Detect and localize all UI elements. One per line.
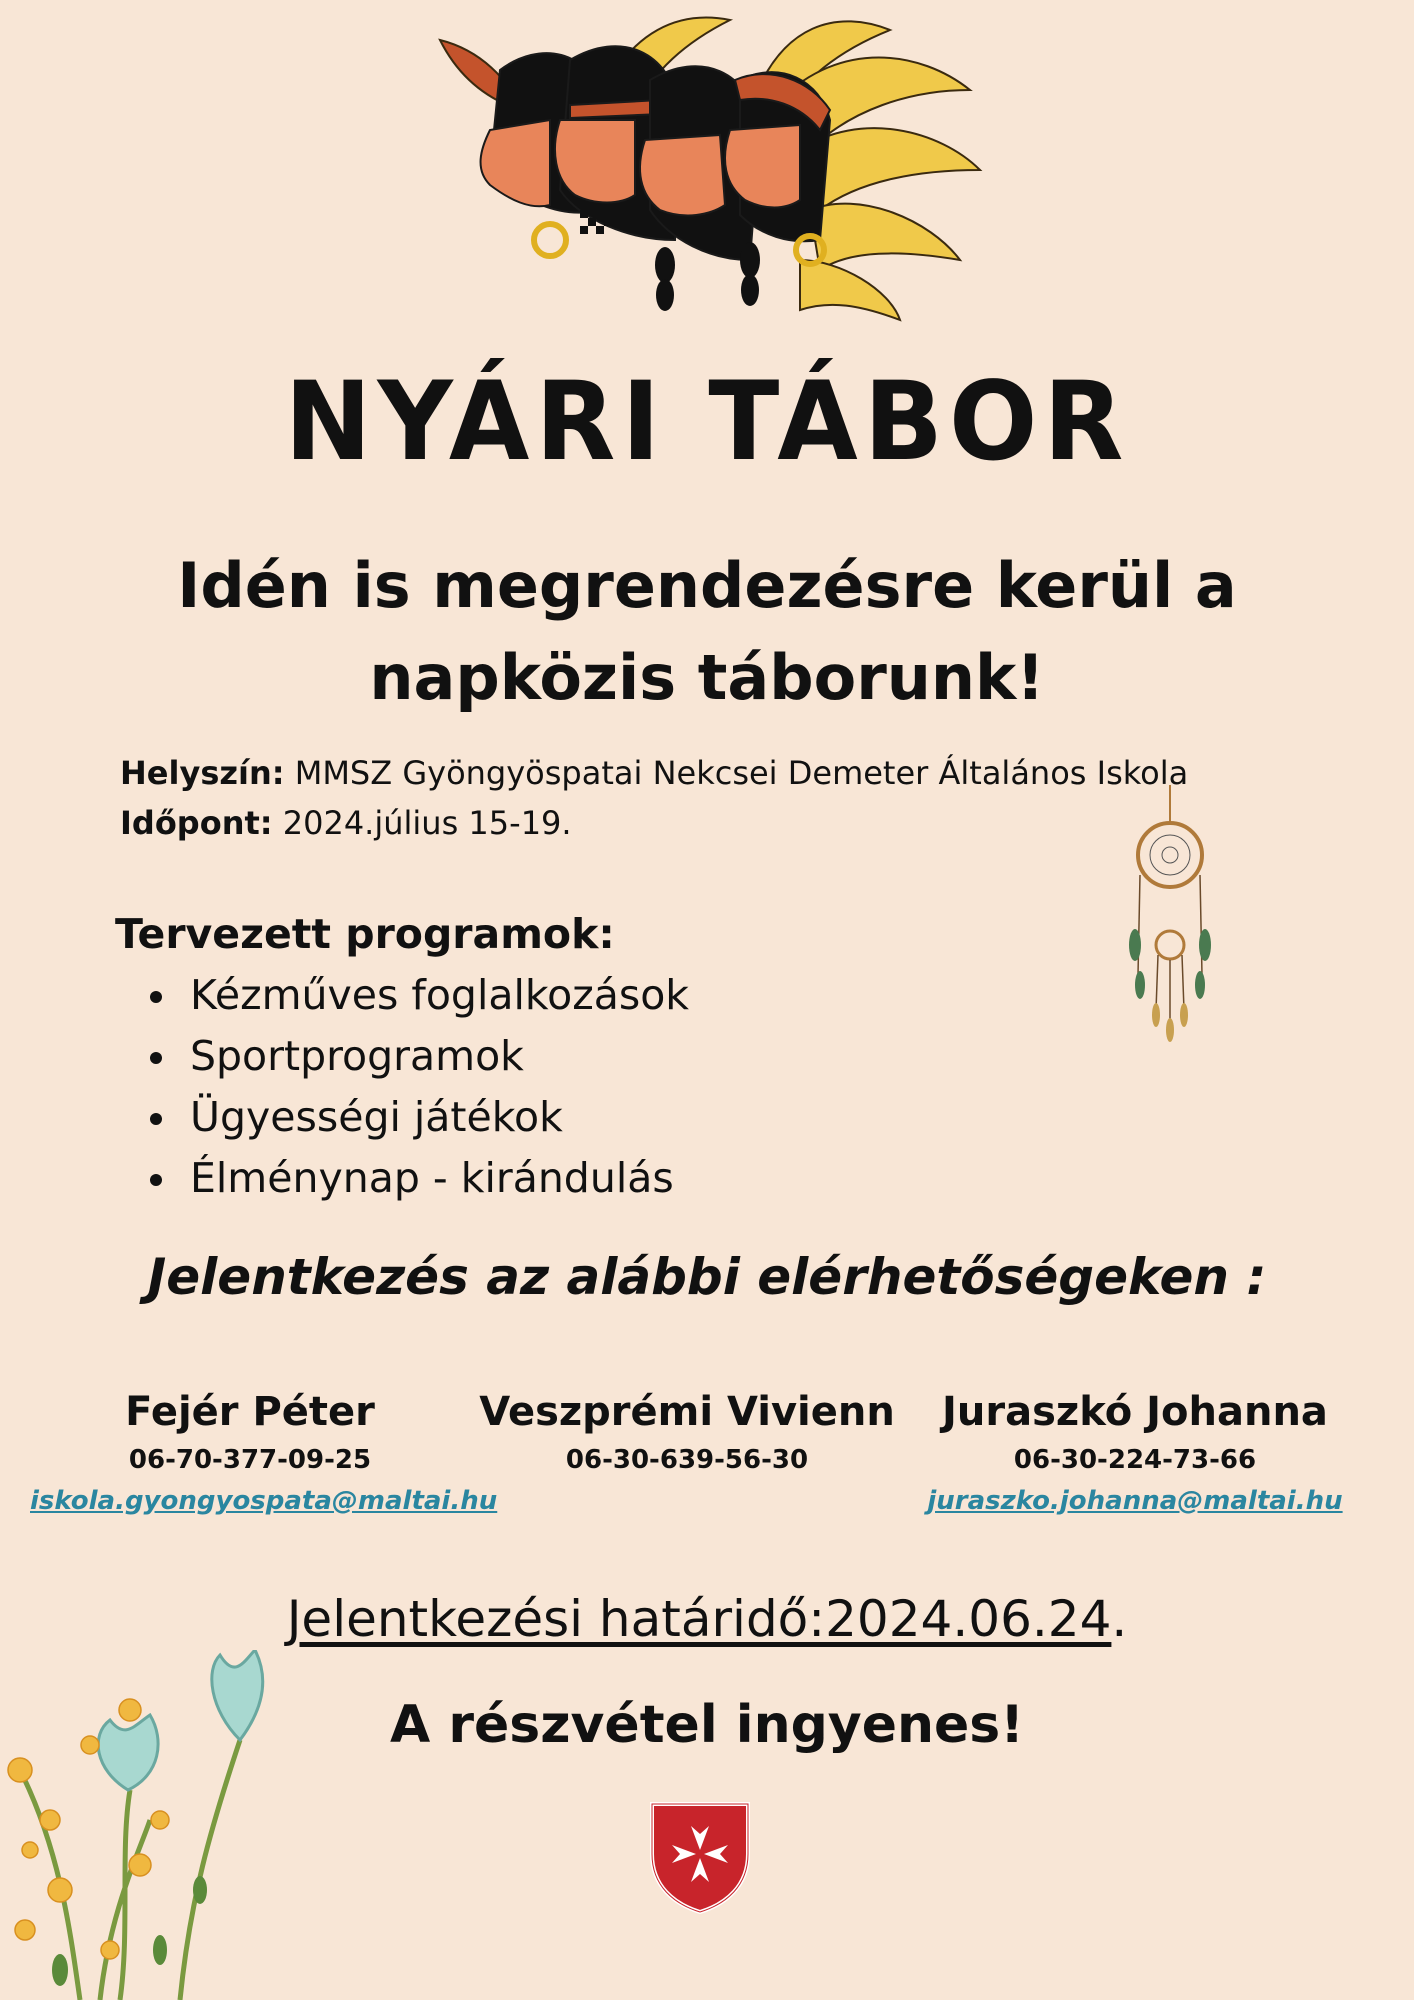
contact-phone: 06-30-224-73-66 <box>1013 1445 1257 1475</box>
date-label: Időpont: <box>120 804 273 842</box>
contact-name: Fejér Péter <box>125 1389 375 1435</box>
date-value: 2024.július 15-19. <box>282 804 572 842</box>
list-item: Ügyességi játékok <box>150 1087 689 1148</box>
register-heading: Jelentkezés az alábbi elérhetőségeken : <box>147 1248 1267 1306</box>
headline-line-1: Idén is megrendezésre kerül a <box>177 549 1237 622</box>
contact-card <box>915 1385 1355 1521</box>
date-row <box>120 798 1188 848</box>
page-title: NYÁRI TÁBOR <box>284 356 1130 486</box>
programs-title: Tervezett programok: <box>115 910 615 958</box>
list-item: Kézműves foglalkozások <box>150 965 689 1026</box>
location-row <box>120 748 1188 798</box>
contact-name: Veszprémi Vivienn <box>479 1389 895 1435</box>
location-label: Helyszín: <box>120 754 285 792</box>
headline-line-2: napközis táborunk! <box>369 641 1045 714</box>
maltese-cross-shield-icon <box>648 1800 752 1916</box>
list-item: Élménynap - kirándulás <box>150 1148 689 1209</box>
deadline <box>0 1590 1414 1648</box>
free-participation: A részvétel ingyenes! <box>390 1695 1024 1755</box>
contact-email-link[interactable]: iskola.gyongyospata@maltai.hu <box>30 1486 498 1516</box>
location-value: MMSZ Gyöngyöspatai Nekcsei Demeter Általános Iskola <box>294 754 1189 792</box>
native-people-illustration <box>420 10 1000 360</box>
dreamcatcher-icon <box>1120 785 1220 1045</box>
deadline-text: Jelentkezési határidő:2024.06.24 <box>286 1590 1112 1648</box>
contact-email-link[interactable]: juraszko.johanna@maltai.hu <box>927 1486 1343 1516</box>
contact-card <box>30 1385 498 1521</box>
contact-name: Juraszkó Johanna <box>942 1389 1328 1435</box>
headline <box>100 540 1314 724</box>
contact-card <box>467 1385 907 1481</box>
contact-phone: 06-30-639-56-30 <box>565 1445 809 1475</box>
event-info <box>120 748 1188 848</box>
list-item: Sportprogramok <box>150 1026 689 1087</box>
contact-phone: 06-70-377-09-25 <box>128 1445 372 1475</box>
flowers-decoration <box>0 1650 300 2000</box>
programs-list <box>150 965 689 1209</box>
deadline-suffix: . <box>1111 1590 1128 1648</box>
